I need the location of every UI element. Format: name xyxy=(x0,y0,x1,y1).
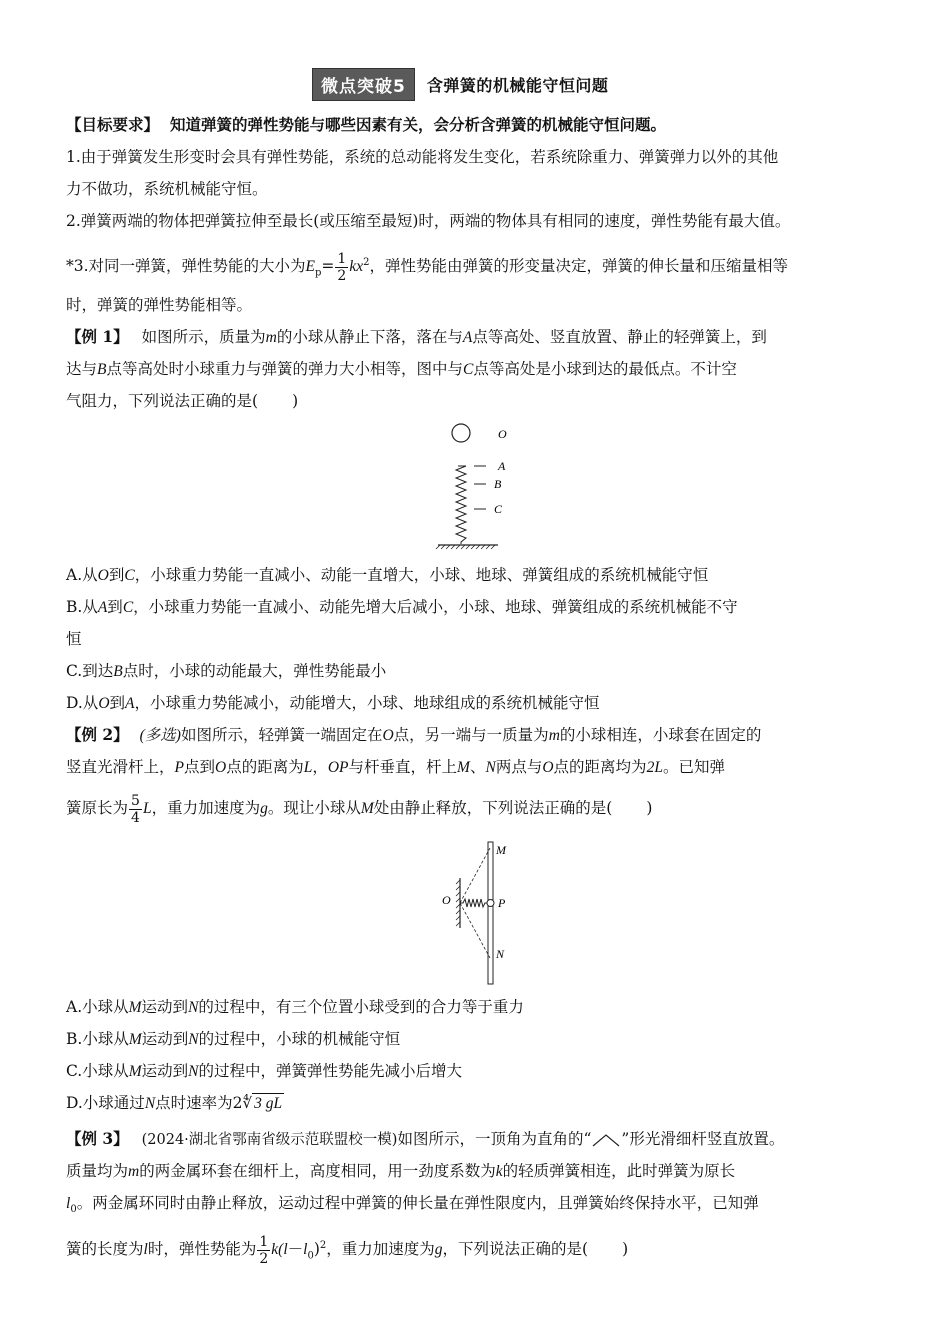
figure-2-rod-spring xyxy=(436,838,536,988)
five-quarters-fraction: $\frac{5}{4}$ xyxy=(131,792,140,826)
example-1-line-2: 达与B点等高处时小球重力与弹簧的弹力大小相等，图中与C点等高处是小球到达的最低点。不计空 xyxy=(66,360,737,378)
point-3-line-1 xyxy=(66,244,788,282)
example-3-source: (2024·湖北省鄂南省级示范联盟校一模) xyxy=(141,1132,398,1148)
example-3-line-3: $l_0$。两金属环同时由静止释放，运动过程中弹簧的伸长量在弹性限度内，且弹簧始终保持水平，已知弹 xyxy=(66,1194,759,1216)
example-2-line-1: 【例 2】 (多选)如图所示，轻弹簧一端固定在O点，另一端与一质量为m的小球相连，小球套在固定的 xyxy=(66,725,762,744)
figure-2-dashed-om xyxy=(460,848,490,903)
figure-2-label-m: M xyxy=(496,843,506,857)
figure-2-label-n: N xyxy=(496,947,505,961)
example-1-option-a: A.从O到C，小球重力势能一直减小、动能一直增大，小球、地球、弹簧组成的系统机械能守恒 xyxy=(66,566,709,584)
example-2-line-3: 簧原长为 $\frac{5}{4}$ L，重力加速度为g。现让小球从M处由静止释放，下列说法正确的是( ) xyxy=(66,792,653,826)
goal-line xyxy=(66,114,666,136)
point-2: 2.弹簧两端的物体把弹簧拉伸至最长(或压缩至最短)时，两端的物体具有相同的速度，弹性势能有最大值。 xyxy=(66,212,791,230)
point-3-text-a: *3.对同一弹簧，弹性势能的大小为 xyxy=(66,257,306,276)
example-1-label: 【例 1】 xyxy=(66,327,129,346)
goal-label: 【目标要求】 xyxy=(66,115,160,134)
example-1-line-3: 气阻力，下列说法正确的是( ) xyxy=(66,392,299,410)
example-1-line-1: 【例 1】 如图所示，质量为m的小球从静止下落，落在与A点等高处、竖直放置、静止的轻弹簧上，到 xyxy=(66,327,767,346)
point-1-line-1: 1.由于弹簧发生形变时会具有弹性势能，系统的总动能将发生变化，若系统除重力、弹簧弹力以外的其他 xyxy=(66,148,779,166)
half-fraction-2: $\frac{1}{2}$ xyxy=(259,1233,269,1267)
example-2-option-a: A.小球从M运动到N的过程中，有三个位置小球受到的合力等于重力 xyxy=(66,998,524,1016)
figure-1-label-b: B xyxy=(494,477,502,491)
goal-text: 知道弹簧的弹性势能与哪些因素有关，会分析含弹簧的机械能守恒问题。 xyxy=(169,115,666,134)
section-header xyxy=(312,68,608,98)
section-badge: 微点突破5 xyxy=(312,68,415,101)
example-3-line-2: 质量均为m的两金属环套在细杆上，高度相同，用一劲度系数为k的轻质弹簧相连，此时弹簧为原长 xyxy=(66,1162,736,1180)
example-1-option-b: B.从A到C，小球重力势能一直减小、动能先增大后减小，小球、地球、弹簧组成的系统机械能不守 xyxy=(66,598,738,616)
example-3-line-1: 【例 3】 (2024·湖北省鄂南省级示范联盟校一模)如图所示，一顶角为直角的“ ”形光滑细杆竖直放置。 xyxy=(66,1129,785,1148)
figure-2-wall-hatch xyxy=(456,880,460,926)
figure-1-label-a: A xyxy=(498,459,506,473)
figure-1-label-c: C xyxy=(494,502,503,516)
point-3-line-2: 时，弹簧的弹性势能相等。 xyxy=(66,296,253,314)
figure-1-spring xyxy=(430,418,530,553)
example-3-line-4: 簧的长度为l时，弹性势能为 $\frac{1}{2}$ $k(l-l_0)^2$，重力加速度为g，下列说法正确的是( ) xyxy=(66,1233,629,1267)
root-radicand: 3 gL xyxy=(254,1095,283,1112)
double-root: ∜ xyxy=(242,1094,253,1112)
figure-2-spring-coil xyxy=(460,899,487,907)
example-2-label: 【例 2】 xyxy=(66,725,129,744)
example-1-option-b-line-2: 恒 xyxy=(66,630,82,648)
figure-2-ball xyxy=(487,900,494,907)
half-fraction: $\frac{1}{2}$ xyxy=(337,250,347,284)
kx-symbol: kx xyxy=(349,258,364,276)
example-2-option-d: D.小球通过N点时速率为2∜ 3 gL xyxy=(66,1094,283,1112)
example-1-option-d: D.从O到A，小球重力势能减小，动能增大，小球、地球组成的系统机械能守恒 xyxy=(66,694,600,712)
figure-2-label-p: P xyxy=(498,896,506,910)
figure-2-rod xyxy=(488,842,493,984)
figure-1-label-o: O xyxy=(498,427,507,441)
figure-1-spring-coil xyxy=(456,466,466,544)
multi-select-tag: (多选) xyxy=(139,727,181,744)
point-3-text-b: ，弹性势能由弹簧的形变量决定，弹簧的伸长量和压缩量相等 xyxy=(369,257,788,276)
ep-subscript: p xyxy=(315,267,322,279)
ep-symbol: E xyxy=(305,258,316,276)
example-3-label: 【例 3】 xyxy=(66,1129,129,1148)
point-1-line-2: 力不做功，系统机械能守恒。 xyxy=(66,180,268,198)
example-2-option-c: C.小球从M运动到N的过程中，弹簧弹性势能先减小后增大 xyxy=(66,1062,463,1080)
example-1-option-c: C.到达B点时，小球的动能最大，弹性势能最小 xyxy=(66,662,387,680)
example-2-line-2: 竖直光滑杆上，P点到O点的距离为L，OP与杆垂直，杆上M、N两点与O点的距离均为2L。已知弹 xyxy=(66,758,725,776)
figure-2-dashed-on xyxy=(460,903,490,958)
figure-2-label-o: O xyxy=(442,893,451,907)
section-title: 含弹簧的机械能守恒问题 xyxy=(426,76,609,95)
figure-1-ball xyxy=(452,424,470,442)
inverted-v-shape-icon xyxy=(591,1133,621,1147)
square-sup: 2 xyxy=(363,257,370,268)
equals-sign: = xyxy=(321,257,335,276)
example-2-option-b: B.小球从M运动到N的过程中，小球的机械能守恒 xyxy=(66,1030,401,1048)
